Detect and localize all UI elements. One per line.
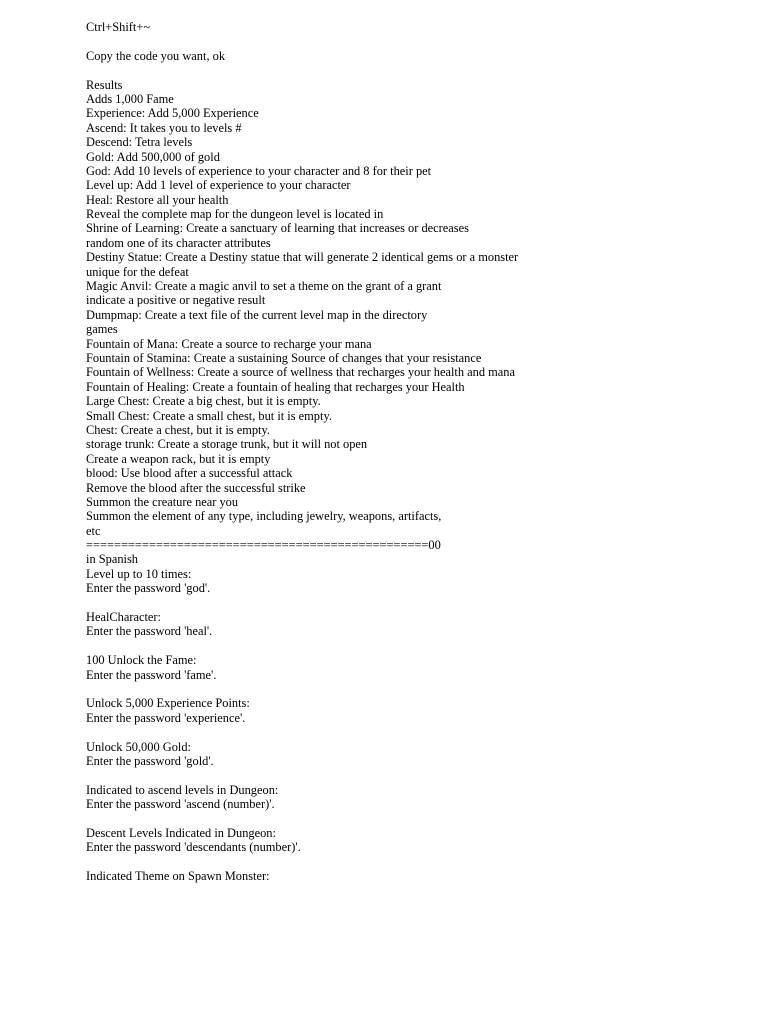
text-line: Reveal the complete map for the dungeon level is located in xyxy=(86,207,384,222)
text-line: Gold: Add 500,000 of gold xyxy=(86,149,220,164)
blank-line xyxy=(86,725,746,739)
text-line: Enter the password 'gold'. xyxy=(86,753,214,768)
text-line: Level up: Add 1 level of experience to your character xyxy=(86,178,351,193)
text-line: Magic Anvil: Create a magic anvil to set a theme on the grant of a grant xyxy=(86,279,442,294)
text-line: Fountain of Wellness: Create a source of wellness that recharges your health and mana xyxy=(86,365,515,380)
text-line: Small Chest: Create a small chest, but it is empty. xyxy=(86,408,332,423)
text-line: Adds 1,000 Fame xyxy=(86,91,174,106)
text-line: blood: Use blood after a successful attack xyxy=(86,466,293,481)
blank-line xyxy=(86,855,746,869)
text-line: Fountain of Mana: Create a source to recharge your mana xyxy=(86,336,372,351)
text-line: Enter the password 'descendants (number)'. xyxy=(86,840,301,855)
text-line: random one of its character attributes xyxy=(86,235,271,250)
text-line: Ascend: It takes you to levels # xyxy=(86,120,242,135)
text-line: Descent Levels Indicated in Dungeon: xyxy=(86,825,276,840)
text-line: God: Add 10 levels of experience to your character and 8 for their pet xyxy=(86,163,432,178)
blank-line xyxy=(86,768,746,782)
text-line: indicate a positive or negative result xyxy=(86,293,266,308)
blank-line xyxy=(86,682,746,696)
text-line: =================================================00 xyxy=(86,538,441,553)
blank-line xyxy=(86,63,746,77)
text-line: Summon the creature near you xyxy=(86,494,239,509)
text-line: Ctrl+Shift+~ xyxy=(86,20,151,34)
blank-line xyxy=(86,811,746,825)
text-line: Descend: Tetra levels xyxy=(86,135,193,150)
text-line: Destiny Statue: Create a Destiny statue that will generate 2 identical gems or a monster xyxy=(86,250,519,265)
blank-line xyxy=(86,596,746,610)
text-line: Remove the blood after the successful strike xyxy=(86,480,306,495)
text-line: Shrine of Learning: Create a sanctuary of learning that increases or decreases xyxy=(86,221,469,236)
text-line: etc xyxy=(86,523,101,538)
text-line: Chest: Create a chest, but it is empty. xyxy=(86,422,270,437)
text-line: Enter the password 'experience'. xyxy=(86,710,246,725)
blank-line xyxy=(86,34,746,48)
text-line: Enter the password 'ascend (number)'. xyxy=(86,797,275,812)
text-line: Results xyxy=(86,77,123,92)
text-line: Copy the code you want, ok xyxy=(86,48,226,63)
text-line: in Spanish xyxy=(86,552,138,567)
text-line: Large Chest: Create a big chest, but it is empty. xyxy=(86,394,321,409)
text-line: 100 Unlock the Fame: xyxy=(86,653,197,668)
text-line: Heal: Restore all your health xyxy=(86,192,229,207)
text-line: unique for the defeat xyxy=(86,264,189,279)
text-line: Enter the password 'fame'. xyxy=(86,667,217,682)
text-line: Create a weapon rack, but it is empty xyxy=(86,451,271,466)
blank-line xyxy=(86,639,746,653)
text-line: Level up to 10 times: xyxy=(86,566,192,581)
text-line: Indicated to ascend levels in Dungeon: xyxy=(86,782,279,797)
text-line: Enter the password 'god'. xyxy=(86,581,211,596)
document-body xyxy=(86,20,746,883)
text-line: Experience: Add 5,000 Experience xyxy=(86,106,259,121)
text-line: Unlock 5,000 Experience Points: xyxy=(86,696,250,711)
text-line: storage trunk: Create a storage trunk, but it will not open xyxy=(86,437,368,452)
text-line: Summon the element of any type, including jewelry, weapons, artifacts, xyxy=(86,509,442,524)
text-line: Indicated Theme on Spawn Monster: xyxy=(86,869,270,884)
text-line: Unlock 50,000 Gold: xyxy=(86,739,191,754)
text-line: Fountain of Stamina: Create a sustaining Source of changes that your resistance xyxy=(86,350,482,365)
text-line: games xyxy=(86,322,118,337)
text-line: Enter the password 'heal'. xyxy=(86,624,213,639)
text-line: Fountain of Healing: Create a fountain of healing that recharges your Health xyxy=(86,379,465,394)
text-line: Dumpmap: Create a text file of the current level map in the directory xyxy=(86,307,428,322)
text-line: HealCharacter: xyxy=(86,610,161,625)
